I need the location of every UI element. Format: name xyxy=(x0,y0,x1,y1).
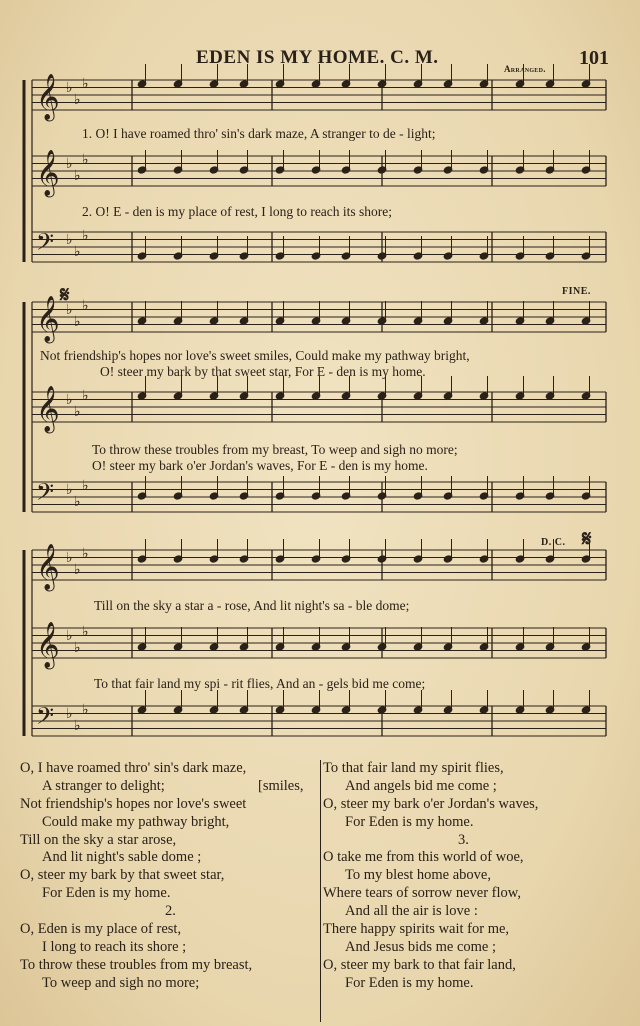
flat-icon: ♭ xyxy=(82,228,89,244)
verse-line: I long to reach its shore ; xyxy=(42,938,187,955)
verse-line: For Eden is my home. xyxy=(345,974,474,991)
dc-mark: D. C. xyxy=(541,537,566,548)
flat-icon: ♭ xyxy=(74,92,81,108)
bass-clef-icon: 𝄢 xyxy=(36,478,55,511)
flat-icon: ♭ xyxy=(74,244,81,260)
flat-icon: ♭ xyxy=(74,718,81,734)
verse-line: O, steer my bark o'er Jordan's waves, xyxy=(323,795,539,812)
verse-line: O, Eden is my place of rest, xyxy=(20,921,182,938)
verse-number: 3. xyxy=(458,831,469,848)
flat-icon: ♭ xyxy=(82,298,89,314)
flat-icon: ♭ xyxy=(66,80,73,96)
verse-carry: [smiles, xyxy=(258,777,304,794)
flat-icon: ♭ xyxy=(82,478,89,494)
treble-clef-icon: 𝄞 xyxy=(36,386,60,432)
flat-icon: ♭ xyxy=(82,76,89,92)
segno-mark: 𝄋 xyxy=(60,282,70,308)
verse-line: And all the air is love : xyxy=(345,903,478,920)
treble-clef-icon: 𝄞 xyxy=(36,622,60,668)
flat-icon: ♭ xyxy=(66,232,73,248)
verses-right-column xyxy=(320,760,623,1022)
verse-line: And Jesus bids me come ; xyxy=(345,938,497,955)
verse-line: To weep and sigh no more; xyxy=(42,974,200,991)
flat-icon: ♭ xyxy=(66,706,73,722)
flat-icon: ♭ xyxy=(66,302,73,318)
lyric-line: O! steer my bark o'er Jordan's waves, For E - den is my home. xyxy=(92,458,428,473)
flat-icon: ♭ xyxy=(66,482,73,498)
hymn-title: EDEN IS MY HOME. C. M. xyxy=(196,47,439,68)
lyric-line: Till on the sky a star a - rose, And lit night's sa - ble dome; xyxy=(94,598,410,613)
flat-icon: ♭ xyxy=(82,546,89,562)
verse-line: O, steer my bark to that fair land, xyxy=(323,956,516,973)
verse-line: To that fair land my spirit flies, xyxy=(323,760,504,776)
verse-line: O, steer my bark by that sweet star, xyxy=(20,867,225,884)
verse-line: O, I have roamed thro' sin's dark maze, xyxy=(20,760,247,776)
lyric-line: Not friendship's hopes nor love's sweet smiles, Could make my pathway bright, xyxy=(40,348,470,363)
fine-mark: FINE. xyxy=(562,286,591,297)
flat-icon: ♭ xyxy=(74,562,81,578)
treble-clef-icon: 𝄞 xyxy=(36,544,60,590)
bass-clef-icon: 𝄢 xyxy=(36,228,55,261)
treble-clef-icon: 𝄞 xyxy=(36,150,60,196)
lyric-line: 1. O! I have roamed thro' sin's dark maze, A stranger to de - light; xyxy=(82,126,436,141)
verse-line: For Eden is my home. xyxy=(345,813,474,830)
lyric-line: To that fair land my spi - rit flies, And an - gels bid me come; xyxy=(94,676,426,691)
flat-icon: ♭ xyxy=(66,156,73,172)
verse-line: To throw these troubles from my breast, xyxy=(20,956,253,973)
flat-icon: ♭ xyxy=(74,168,81,184)
lyric-line: 2. O! E - den is my place of rest, I long to reach its shore; xyxy=(82,204,393,219)
verse-line: Where tears of sorrow never flow, xyxy=(323,885,521,902)
treble-clef-icon: 𝄞 xyxy=(36,74,60,120)
flat-icon: ♭ xyxy=(82,624,89,640)
verse-line-text: A stranger to delight; xyxy=(42,777,165,794)
flat-icon: ♭ xyxy=(66,628,73,644)
flat-icon: ♭ xyxy=(82,702,89,718)
segno-mark: 𝄋 xyxy=(582,526,592,552)
verse-line: There happy spirits wait for me, xyxy=(323,921,510,938)
flat-icon: ♭ xyxy=(74,640,81,656)
verse-line: O take me from this world of woe, xyxy=(323,849,524,866)
verse-line: To my blest home above, xyxy=(345,867,491,884)
flat-icon: ♭ xyxy=(82,388,89,404)
flat-icon: ♭ xyxy=(74,314,81,330)
page-number: 101 xyxy=(579,47,609,69)
verse-line: Not friendship's hopes nor love's sweet xyxy=(20,795,247,812)
verse-line: Till on the sky a star arose, xyxy=(20,831,177,848)
flat-icon: ♭ xyxy=(74,494,81,510)
verse-line xyxy=(20,778,318,796)
verse-line: And lit night's sable dome ; xyxy=(42,849,202,866)
flat-icon: ♭ xyxy=(74,404,81,420)
verse-number: 2. xyxy=(165,903,176,920)
treble-clef-icon: 𝄞 xyxy=(36,296,60,342)
flat-icon: ♭ xyxy=(66,392,73,408)
bass-clef-icon: 𝄢 xyxy=(36,702,55,735)
lyric-line: To throw these troubles from my breast, To weep and sigh no more; xyxy=(92,442,458,457)
verses-left-column xyxy=(20,760,318,993)
arranged-label: Arranged. xyxy=(504,64,546,74)
verse-line: Could make my pathway bright, xyxy=(42,813,230,830)
verse-line: For Eden is my home. xyxy=(42,885,171,902)
verse-line: And angels bid me come ; xyxy=(345,777,497,794)
flat-icon: ♭ xyxy=(82,152,89,168)
lyric-line: O! steer my bark by that sweet star, For E - den is my home. xyxy=(100,364,426,379)
flat-icon: ♭ xyxy=(66,550,73,566)
